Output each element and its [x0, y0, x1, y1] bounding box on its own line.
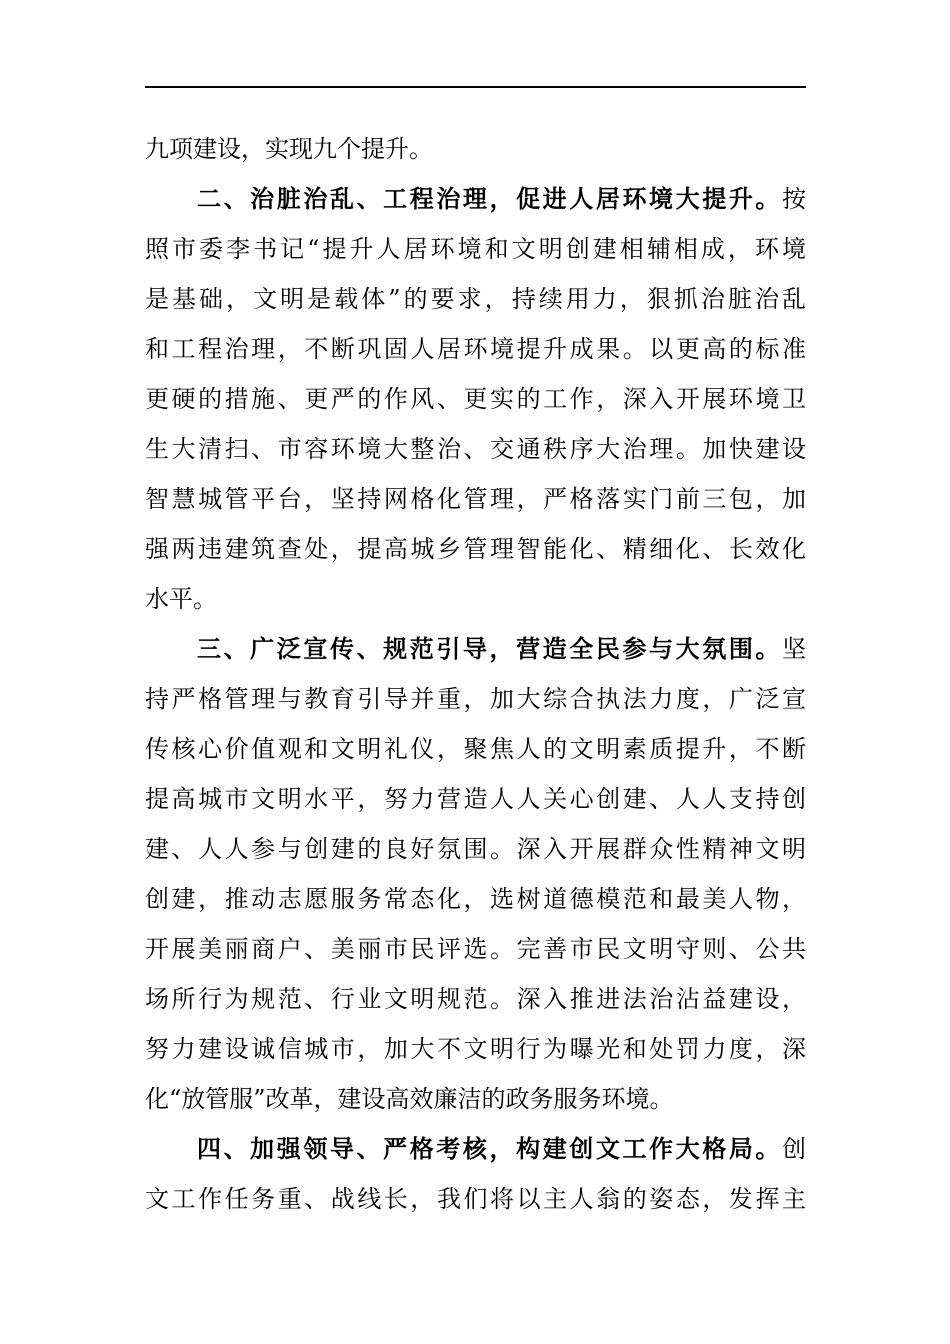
text-line: 强两违建筑查处，提高城乡管理智能化、精细化、长效化	[145, 535, 806, 563]
text-line: 文工作任务重、战线长，我们将以主人翁的姿态，发挥主	[145, 1185, 806, 1213]
text-line: 场所行为规范、行业文明规范。深入推进法治沾益建设，	[145, 985, 806, 1013]
text-line: 提高城市文明水平，努力营造人人关心创建、人人支持创	[145, 785, 806, 813]
heading-tail-text: 坚	[782, 635, 806, 663]
document-body	[145, 124, 806, 1224]
text-line: 水平。	[145, 585, 217, 613]
text-line: 努力建设诚信城市，加大不文明行为曝光和处罚力度，深	[145, 1035, 806, 1063]
text-line: 更硬的措施、更严的作风、更实的工作，深入开展环境卫	[145, 385, 806, 413]
text-line: 化“放管服”改革，建设高效廉洁的政务服务环境。	[145, 1085, 674, 1113]
heading-bold-text: 二、治脏治乱、工程治理，促进人居环境大提升。	[197, 185, 782, 213]
heading-tail-text: 按	[782, 185, 806, 213]
text-line: 传核心价值观和文明礼仪，聚焦人的文明素质提升，不断	[145, 735, 806, 763]
text-line: 生大清扫、市容环境大整治、交通秩序大治理。加快建设	[145, 435, 806, 463]
header-rule	[145, 86, 806, 88]
text-line: 创建，推动志愿服务常态化，选树道德模范和最美人物，	[145, 885, 806, 913]
text-line: 持严格管理与教育引导并重，加大综合执法力度，广泛宣	[145, 685, 806, 713]
text-line: 建、人人参与创建的良好氛围。深入开展群众性精神文明	[145, 835, 806, 863]
section-heading-4	[145, 1124, 806, 1174]
text-line: 九项建设，实现九个提升。	[145, 135, 433, 163]
text-line: 照市委李书记“提升人居环境和文明创建相辅相成，环境	[145, 235, 806, 263]
text-line: 开展美丽商户、美丽市民评选。完善市民文明守则、公共	[145, 935, 806, 963]
heading-bold-text: 三、广泛宣传、规范引导，营造全民参与大氛围。	[197, 635, 782, 663]
heading-tail-text: 创	[782, 1135, 806, 1163]
text-line: 智慧城管平台，坚持网格化管理，严格落实门前三包，加	[145, 485, 806, 513]
section-heading-2	[145, 174, 806, 224]
section-heading-3	[145, 624, 806, 674]
text-line: 是基础，文明是载体”的要求，持续用力，狠抓治脏治乱	[145, 285, 806, 313]
text-line: 和工程治理，不断巩固人居环境提升成果。以更高的标准	[145, 335, 806, 363]
heading-bold-text: 四、加强领导、严格考核，构建创文工作大格局。	[197, 1135, 782, 1163]
